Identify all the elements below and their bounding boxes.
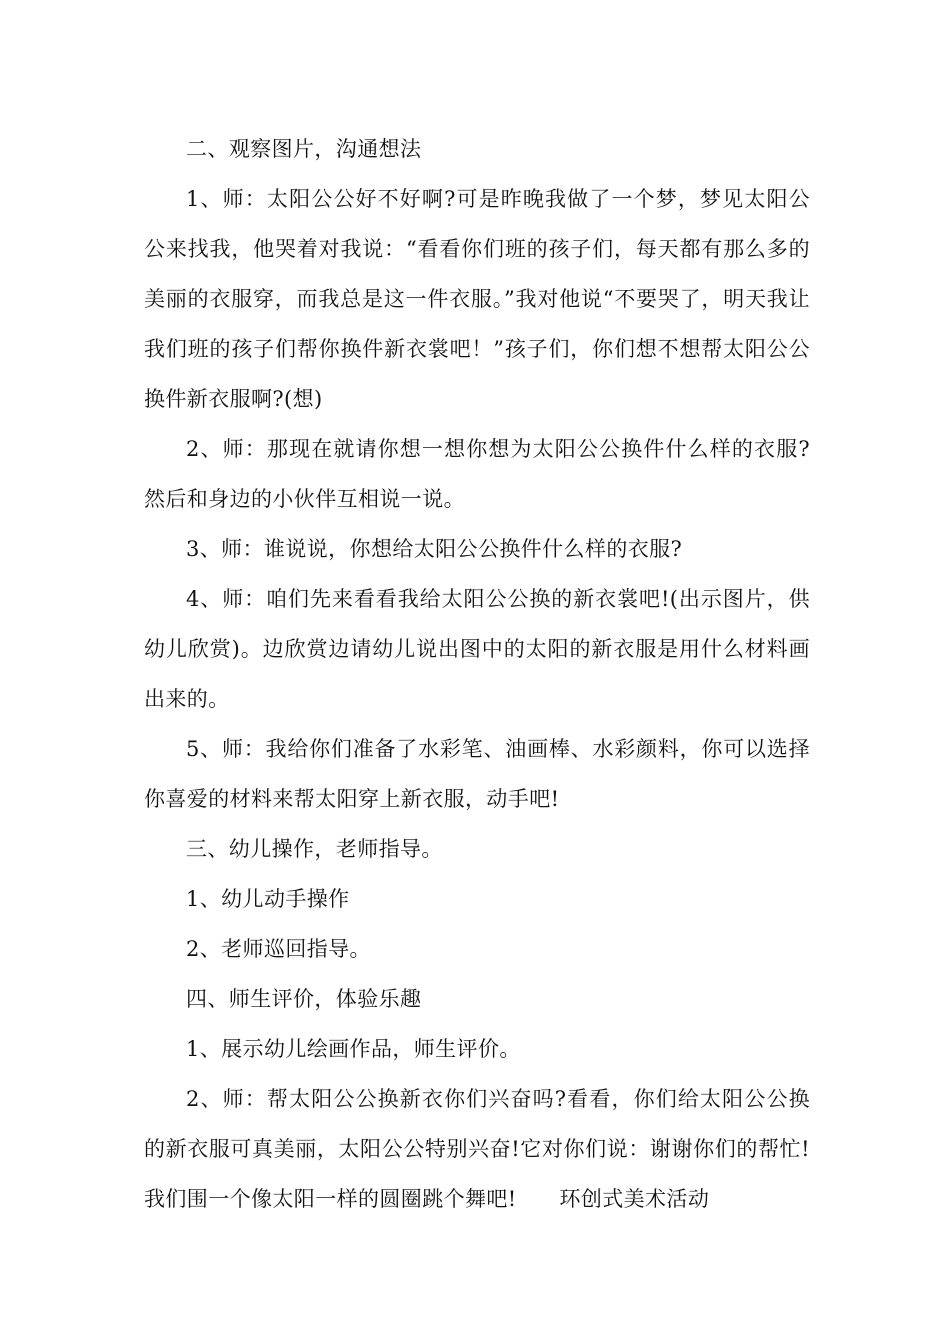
paragraph-dance: 2、师：帮太阳公公换新衣你们兴奋吗?看看，你们给太阳公公换的新衣服可真美丽，太阳公公特别兴奋!它对你们说：谢谢你们的帮忙!我们围一个像太阳一样的圆圈跳个舞吧! 环创式美术活动: [144, 1087, 810, 1211]
paragraph-show-picture: 4、师：咱们先来看看我给太阳公公换的新衣裳吧!(出示图片，供幼儿欣赏)。边欣赏边请幼儿说出图中的太阳的新衣服是用什么材料画出来的。: [144, 587, 810, 711]
paragraph-children-operate: 1、幼儿动手操作: [186, 887, 350, 911]
section-heading-observe: 二、观察图片，沟通想法: [186, 137, 422, 161]
paragraph-show-works: 1、展示幼儿绘画作品，师生评价。: [186, 1037, 521, 1061]
section-heading-evaluate: 四、师生评价，体验乐趣: [186, 987, 422, 1011]
paragraph-materials: 5、师：我给你们准备了水彩笔、油画棒、水彩颜料，你可以选择你喜爱的材料来帮太阳穿上新衣服，动手吧!: [144, 737, 810, 811]
paragraph-think-clothes: 2、师：那现在就请你想一想你想为太阳公公换件什么样的衣服?然后和身边的小伙伴互相说一说。: [144, 437, 810, 511]
paragraph-teacher-dream: 1、师：太阳公公好不好啊?可是昨晚我做了一个梦，梦见太阳公公来找我，他哭着对我说：“看看你们班的孩子们，每天都有那么多的美丽的衣服穿，而我总是这一件衣服。”我对他说“不要哭了，明天我让我们班的孩子们帮你换件新衣裳吧！”孩子们，你们想不想帮太阳公公换件新衣服啊?(想): [144, 187, 810, 411]
document-body: [144, 124, 810, 1224]
section-heading-operate: 三、幼儿操作，老师指导。: [186, 837, 443, 861]
paragraph-who-says: 3、师：谁说说，你想给太阳公公换件什么样的衣服?: [186, 537, 683, 561]
paragraph-teacher-guide: 2、老师巡回指导。: [186, 937, 371, 961]
